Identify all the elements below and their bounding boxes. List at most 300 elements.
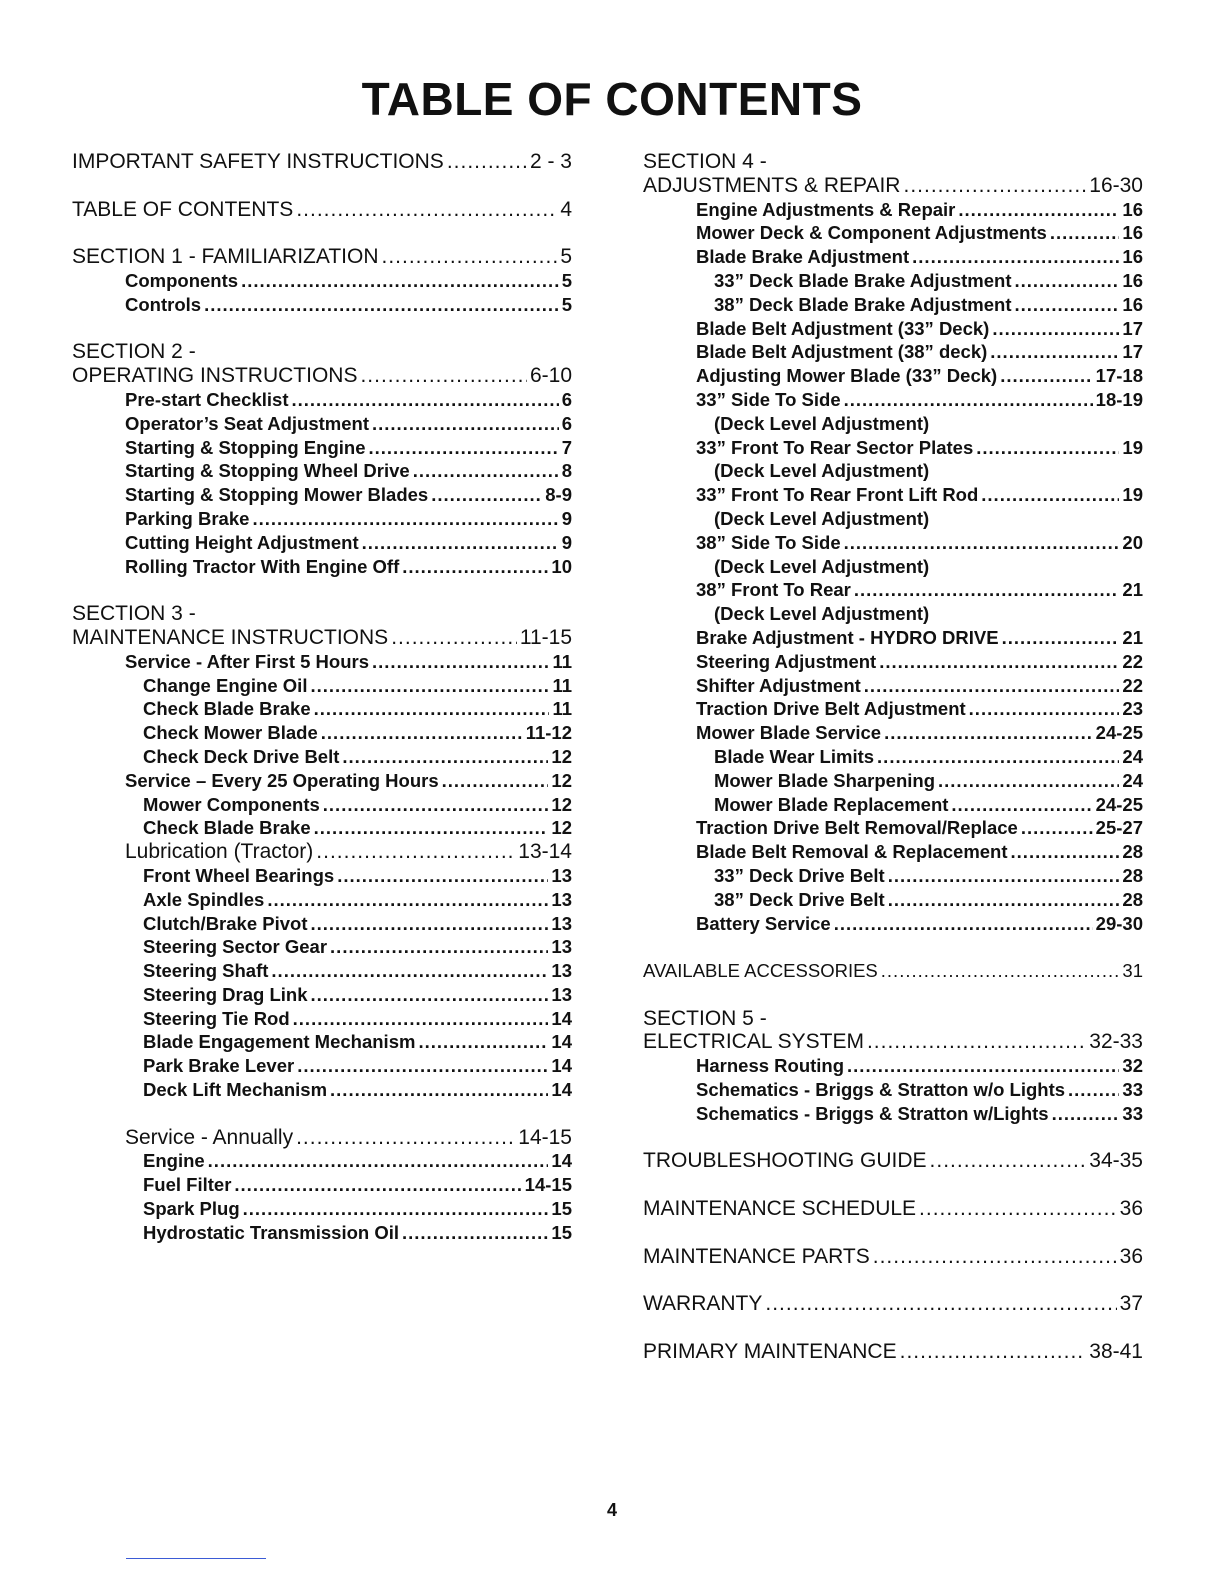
toc-entry-label: TROUBLESHOOTING GUIDE [643,1149,927,1173]
toc-entry-label: TABLE OF CONTENTS [72,197,294,221]
toc-entry-page: 12 [551,817,572,839]
toc-entry-page: 28 [1122,888,1143,910]
toc-entry-label: Operator’s Seat Adjustment [125,412,369,434]
toc-spacer [72,221,572,245]
toc-entry-page: 22 [1122,650,1143,672]
toc-leader-dots [1014,293,1119,317]
toc-leader-dots [252,507,558,531]
toc-entry-label: 33” Side To Side [696,388,841,410]
toc-entry-label: Starting & Stopping Wheel Drive [125,460,410,482]
toc-entry-label: (Deck Level Adjustment) [714,412,930,434]
toc-entry [72,745,572,769]
toc-entry-label: ADJUSTMENTS & REPAIR [643,173,901,197]
toc-leader-dots [1000,364,1092,388]
toc-entry [643,198,1143,222]
toc-leader-dots [1011,840,1120,864]
toc-entry [643,1340,1143,1364]
toc-entry [72,507,572,531]
toc-leader-dots [323,793,549,817]
toc-entry-label: Cutting Height Adjustment [125,531,359,553]
toc-entry-page: 16 [1122,198,1143,220]
toc-entry-label: Check Mower Blade [143,722,318,744]
toc-entry-label: Mower Blade Replacement [714,793,949,815]
toc-entry-label: Front Wheel Bearings [143,864,335,886]
toc-spacer [643,1126,1143,1150]
toc-entry [72,1030,572,1054]
toc-leader-dots [368,436,558,460]
toc-leader-dots [992,317,1119,341]
toc-entry-page: 37 [1119,1292,1143,1316]
toc-leader-dots [867,1030,1086,1054]
toc-leader-dots [912,245,1119,269]
toc-leader-dots [844,531,1120,555]
toc-leader-dots [884,721,1093,745]
toc-entry-page: 34-35 [1089,1149,1143,1173]
toc-entry-label: (Deck Level Adjustment) [714,555,930,577]
toc-spacer [643,983,1143,1007]
toc-entry-page: 12 [551,793,572,815]
toc-entry [643,412,1143,436]
toc-leader-dots [900,1340,1087,1364]
toc-spacer [72,317,572,341]
toc-entry-label: SECTION 3 - [72,602,196,626]
toc-leader-dots [316,840,515,864]
toc-entry-page: 11 [552,650,572,672]
toc-entry-page: 19 [1122,484,1143,506]
toc-entry-page: 17-18 [1095,365,1143,387]
toc-leader-dots [888,864,1120,888]
toc-entry [643,364,1143,388]
toc-entry-label: Harness Routing [696,1055,845,1077]
toc-entry-page: 16 [1122,246,1143,268]
toc-leader-dots [442,769,549,793]
toc-entry-label: 33” Deck Blade Brake Adjustment [714,269,1012,291]
toc-entry [643,912,1143,936]
toc-leader-dots [267,888,548,912]
toc-entry [72,412,572,436]
toc-entry-page: 14-15 [524,1174,572,1196]
toc-entry-page: 32 [1122,1055,1143,1077]
toc-entry [643,721,1143,745]
toc-entry-page: 23 [1122,698,1143,720]
toc-entry-label: Park Brake Lever [143,1055,295,1077]
toc-entry-label: Blade Engagement Mechanism [143,1031,416,1053]
toc-entry-label: Steering Drag Link [143,983,308,1005]
toc-entry-page: 12 [551,745,572,767]
toc-leader-dots [360,364,527,388]
toc-leader-dots [990,340,1119,364]
toc-entry [643,531,1143,555]
toc-entry-label: Service – Every 25 Operating Hours [125,769,439,791]
toc-leader-dots [342,745,548,769]
toc-entry-label: Adjusting Mower Blade (33” Deck) [696,365,998,387]
toc-entry-page: 6 [561,388,572,410]
toc-entry [72,959,572,983]
toc-entry-page: 11-15 [519,625,572,649]
toc-entry-page: 14 [551,1055,572,1077]
toc-leader-dots [297,1054,548,1078]
toc-entry-page: 13 [551,888,572,910]
toc-entry [643,650,1143,674]
toc-entry [643,245,1143,269]
toc-entry-page: 4 [560,197,572,221]
toc-leader-dots [321,721,523,745]
toc-entry [643,793,1143,817]
toc-entry [643,1007,1143,1031]
toc-entry-label: SECTION 2 - [72,340,196,364]
toc-leader-dots [271,959,548,983]
toc-entry-label: Schematics - Briggs & Stratton w/Lights [696,1102,1049,1124]
toc-entry-page: 14 [551,1150,572,1172]
toc-leader-dots [402,1221,548,1245]
toc-entry [72,459,572,483]
toc-entry-label: Brake Adjustment - HYDRO DRIVE [696,626,999,648]
toc-entry-label: Steering Shaft [143,960,269,982]
toc-entry-page: 24-25 [1095,793,1143,815]
toc-leader-dots [291,388,558,412]
toc-entry-page: 16 [1122,222,1143,244]
toc-entry [72,293,572,317]
toc-entry [72,1126,572,1150]
toc-entry-label: Service - After First 5 Hours [125,650,370,672]
toc-leader-dots [372,650,549,674]
toc-leader-dots [981,483,1119,507]
toc-leader-dots [362,531,559,555]
toc-leader-dots [938,769,1119,793]
toc-entry-label: Shifter Adjustment [696,674,861,696]
toc-entry-page: 9 [561,531,572,553]
toc-entry [643,269,1143,293]
toc-entry [643,1292,1143,1316]
toc-entry [643,769,1143,793]
toc-entry-label: Starting & Stopping Mower Blades [125,484,429,506]
toc-entry-label: Mower Blade Sharpening [714,769,936,791]
toc-entry [643,816,1143,840]
toc-entry-label: Steering Sector Gear [143,936,328,958]
toc-entry-page: 13-14 [518,840,572,864]
toc-leader-dots [1068,1078,1119,1102]
toc-entry-label: Mower Deck & Component Adjustments [696,222,1047,244]
toc-entry-page: 5 [561,293,572,315]
toc-entry [643,174,1143,198]
toc-leader-dots [873,1245,1117,1269]
toc-entry-label: IMPORTANT SAFETY INSTRUCTIONS [72,150,444,173]
toc-leader-dots [881,959,1120,983]
toc-leader-dots [311,912,549,936]
toc-leader-dots [337,864,548,888]
toc-entry-label: MAINTENANCE PARTS [643,1244,870,1268]
toc-entry-label: WARRANTY [643,1292,763,1316]
toc-entry [643,459,1143,483]
toc-entry-label: Steering Adjustment [696,650,877,672]
toc-leader-dots [413,459,559,483]
toc-leader-dots [204,293,559,317]
toc-entry-label: Blade Belt Adjustment (38” deck) [696,341,988,363]
toc-entry-label: Hydrostatic Transmission Oil [143,1221,399,1243]
toc-spacer [643,1316,1143,1340]
toc-entry [643,483,1143,507]
toc-entry [643,1078,1143,1102]
toc-entry-page: 24 [1122,769,1143,791]
toc-leader-dots [834,912,1093,936]
toc-leader-dots [296,1126,515,1150]
toc-entry [72,1078,572,1102]
toc-entry-page: 38-41 [1089,1339,1143,1363]
toc-entry-page: 7 [561,436,572,458]
toc-entry [72,245,572,269]
toc-leader-dots [402,555,548,579]
toc-leader-dots [951,793,1092,817]
toc-leader-dots [903,174,1086,198]
toc-entry-label: Check Blade Brake [143,817,311,839]
toc-entry-label: Deck Lift Mechanism [143,1079,328,1101]
toc-entry [72,816,572,840]
toc-entry [72,269,572,293]
toc-entry-label: Axle Spindles [143,888,265,910]
toc-entry-label: Engine Adjustments & Repair [696,198,956,220]
toc-leader-dots [844,388,1093,412]
toc-leader-dots [847,1054,1119,1078]
toc-entry-label: Blade Wear Limits [714,745,875,767]
toc-entry [643,626,1143,650]
toc-entry-label: (Deck Level Adjustment) [714,603,930,625]
toc-spacer [72,1102,572,1126]
toc-entry-label: Blade Belt Removal & Replacement [696,841,1008,863]
toc-entry-page: 18-19 [1095,388,1143,410]
toc-entry-label: SECTION 4 - [643,150,767,173]
toc-entry-label: 38” Deck Drive Belt [714,888,885,910]
toc-entry-page: 5 [561,269,572,291]
toc-entry-label: Steering Tie Rod [143,1007,290,1029]
toc-entry-label: Rolling Tractor With Engine Off [125,555,400,577]
toc-entry-label: ELECTRICAL SYSTEM [643,1030,864,1054]
toc-entry-page: 33 [1122,1079,1143,1101]
toc-leader-dots [919,1197,1117,1221]
toc-entry-page: 11 [552,674,572,696]
toc-entry [72,840,572,864]
toc-entry-page: 32-33 [1089,1030,1143,1054]
toc-entry [72,602,572,626]
toc-entry-label: 33” Front To Rear Front Lift Rod [696,484,979,506]
toc-leader-dots [879,650,1119,674]
toc-entry [643,507,1143,531]
toc-entry [72,888,572,912]
toc-leader-dots [310,983,548,1007]
toc-entry-page: 16-30 [1089,173,1143,197]
toc-leader-dots [447,150,527,174]
toc-entry [72,340,572,364]
toc-entry [72,912,572,936]
toc-entry-page: 13 [551,960,572,982]
toc-entry [72,650,572,674]
toc-entry-page: 36 [1119,1244,1143,1268]
toc-entry-page: 13 [551,983,572,1005]
toc-entry-page: 25-27 [1095,817,1143,839]
toc-entry-label: MAINTENANCE SCHEDULE [643,1197,917,1221]
toc-leader-dots [208,1149,549,1173]
toc-entry-label: 33” Front To Rear Sector Plates [696,436,974,458]
toc-entry-page: 16 [1122,293,1143,315]
toc-entry-page: 13 [551,936,572,958]
toc-entry-label: Components [125,269,239,291]
toc-entry [72,531,572,555]
toc-entry [643,959,1143,983]
toc-left-column [72,150,572,1245]
toc-entry [72,1221,572,1245]
toc-entry-label: 38” Side To Side [696,531,841,553]
toc-spacer [643,1173,1143,1197]
toc-entry-label: (Deck Level Adjustment) [714,507,930,529]
toc-leader-dots [381,245,557,269]
toc-leader-dots [234,1173,521,1197]
toc-spacer [72,174,572,198]
toc-entry [72,935,572,959]
toc-entry-page: 6 [561,412,572,434]
toc-spacer [643,1221,1143,1245]
toc-entry-label: SECTION 5 - [643,1006,767,1030]
toc-leader-dots [310,674,549,698]
toc-entry-label: MAINTENANCE INSTRUCTIONS [72,625,389,649]
toc-entry [72,721,572,745]
toc-entry-page: 21 [1122,626,1143,648]
toc-entry-page: 12 [551,769,572,791]
toc-entry [643,1054,1143,1078]
toc-leader-dots [1014,269,1119,293]
toc-entry-page: 33 [1122,1102,1143,1124]
toc-leader-dots [243,1197,549,1221]
toc-entry-page: 29-30 [1095,912,1143,934]
toc-entry-label: Mower Blade Service [696,722,882,744]
toc-entry-label: Check Deck Drive Belt [143,745,340,767]
toc-entry-label: Check Blade Brake [143,698,311,720]
toc-entry [72,436,572,460]
toc-entry-label: Controls [125,293,202,315]
toc-entry-label: Fuel Filter [143,1174,232,1196]
toc-entry [643,578,1143,602]
toc-entry-page: 9 [561,507,572,529]
toc-entry-label: Lubrication (Tractor) [125,840,314,864]
toc-entry-label: PRIMARY MAINTENANCE [643,1339,897,1363]
toc-right-column [643,150,1143,1364]
toc-entry [643,1197,1143,1221]
toc-entry-page: 24-25 [1095,722,1143,744]
page-number: 4 [606,1500,617,1520]
toc-entry [643,745,1143,769]
toc-entry-label: Traction Drive Belt Removal/Replace [696,817,1018,839]
toc-entry-page: 36 [1119,1197,1143,1221]
toc-entry-page: 20 [1122,531,1143,553]
toc-entry-label: Starting & Stopping Engine [125,436,366,458]
toc-entry [643,340,1143,364]
toc-entry [643,1245,1143,1269]
toc-entry-page: 28 [1122,864,1143,886]
toc-entry [72,864,572,888]
toc-leader-dots [418,1030,548,1054]
toc-leader-dots [296,198,557,222]
toc-entry-label: AVAILABLE ACCESSORIES [643,960,878,982]
toc-entry [72,793,572,817]
toc-leader-dots [314,816,549,840]
toc-entry [72,1007,572,1031]
toc-entry-label: 38” Front To Rear [696,579,851,601]
toc-entry-page: 8-9 [545,484,572,506]
toc-leader-dots [969,697,1120,721]
toc-leader-dots [293,1007,549,1031]
toc-entry [643,221,1143,245]
toc-entry-label: Parking Brake [125,507,250,529]
toc-entry-page: 28 [1122,841,1143,863]
toc-entry [72,198,572,222]
toc-entry-label: Change Engine Oil [143,674,308,696]
toc-entry [72,483,572,507]
toc-leader-dots [1002,626,1120,650]
toc-entry-page: 21 [1122,579,1143,601]
toc-entry-page: 11 [552,698,572,720]
toc-leader-dots [765,1292,1116,1316]
toc-entry-page: 22 [1122,674,1143,696]
toc-entry-page: 14-15 [518,1125,572,1149]
toc-leader-dots [330,935,548,959]
toc-entry [643,674,1143,698]
toc-entry [643,1030,1143,1054]
toc-entry [72,555,572,579]
toc-entry-page: 14 [551,1079,572,1101]
toc-spacer [643,935,1143,959]
toc-entry [643,150,1143,174]
toc-entry-label: OPERATING INSTRUCTIONS [72,364,358,388]
toc-entry-page: 14 [551,1031,572,1053]
toc-entry [72,364,572,388]
toc-entry [643,1149,1143,1173]
toc-entry-label: Engine [143,1150,205,1172]
toc-entry-label: Battery Service [696,912,831,934]
toc-spacer [643,1268,1143,1292]
toc-entry [643,388,1143,412]
toc-leader-dots [391,626,517,650]
toc-leader-dots [864,674,1120,698]
toc-leader-dots [241,269,559,293]
toc-leader-dots [877,745,1119,769]
toc-entry-label: Clutch/Brake Pivot [143,912,308,934]
toc-entry-label: 33” Deck Drive Belt [714,864,885,886]
toc-entry [72,1149,572,1173]
toc-entry-page: 14 [551,1007,572,1029]
toc-entry-label: Mower Components [143,793,320,815]
toc-entry-page: 2 - 3 [529,150,572,173]
toc-entry-label: 38” Deck Blade Brake Adjustment [714,293,1012,315]
toc-entry [72,388,572,412]
toc-entry-page: 13 [551,864,572,886]
toc-entry [643,888,1143,912]
toc-leader-dots [330,1078,548,1102]
toc-entry-page: 15 [551,1221,572,1243]
toc-entry [72,674,572,698]
toc-leader-dots [958,198,1119,222]
toc-entry [643,293,1143,317]
toc-entry-label: Blade Brake Adjustment [696,246,910,268]
toc-entry [72,626,572,650]
toc-entry-page: 31 [1122,960,1143,982]
page-title: TABLE OF CONTENTS [361,73,863,125]
footer-divider [126,1558,266,1559]
toc-entry-page: 11-12 [525,722,572,744]
toc-leader-dots [1050,221,1120,245]
toc-entry-label: Pre-start Checklist [125,388,289,410]
toc-entry [643,436,1143,460]
toc-leader-dots [930,1149,1087,1173]
toc-entry-label: Spark Plug [143,1198,240,1220]
toc-entry [72,150,572,174]
